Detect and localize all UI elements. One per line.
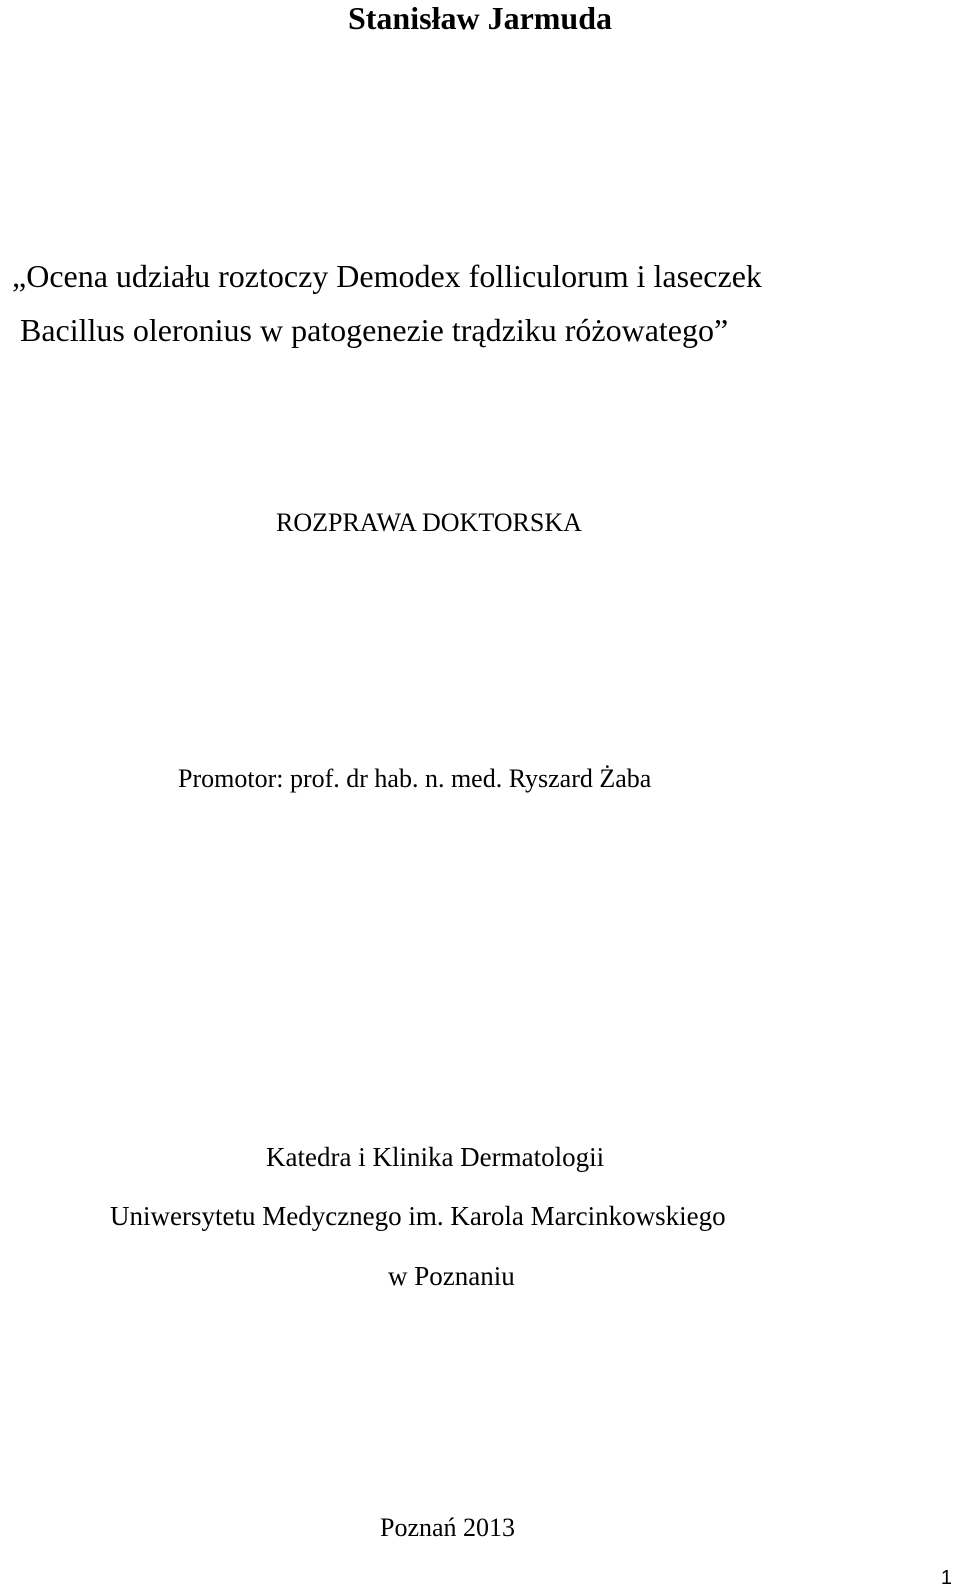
thesis-title-line-2: Bacillus oleronius w patogenezie trądziku różowatego” — [20, 312, 729, 348]
author-name: Stanisław Jarmuda — [347, 0, 613, 36]
place-and-date: Poznań 2013 — [380, 1513, 516, 1542]
thesis-title-line-1: „Ocena udziału roztoczy Demodex folliculorum i laseczek — [12, 258, 762, 294]
institution-line-1: Katedra i Klinika Dermatologii — [266, 1142, 605, 1172]
page-number: 1 — [940, 1567, 952, 1589]
promotor: Promotor: prof. dr hab. n. med. Ryszard Żaba — [178, 764, 652, 793]
institution-line-2: Uniwersytetu Medycznego im. Karola Marcinkowskiego — [110, 1201, 726, 1231]
institution-line-3: w Poznaniu — [388, 1261, 515, 1291]
document-type: ROZPRAWA DOKTORSKA — [276, 508, 582, 537]
